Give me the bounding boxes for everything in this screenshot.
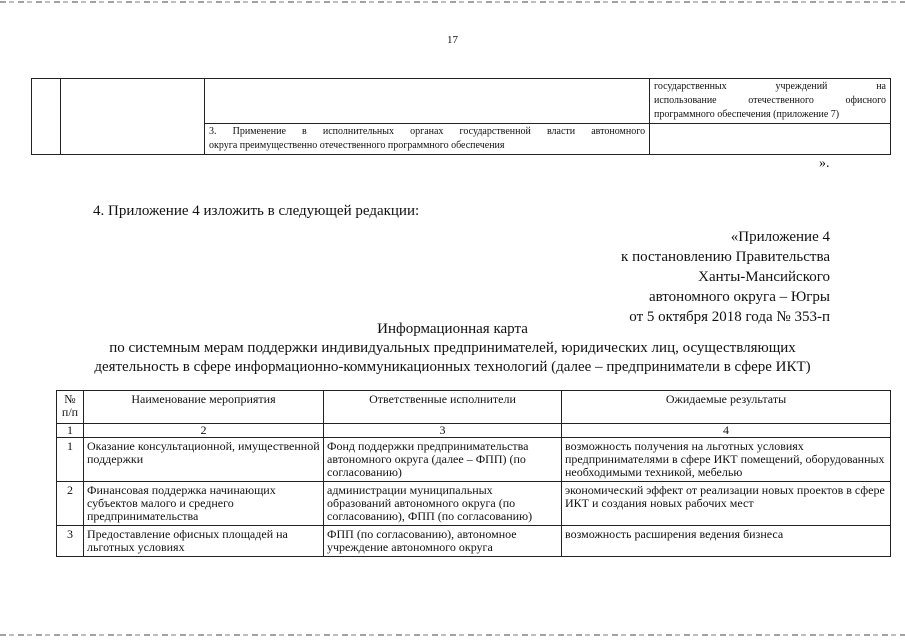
row-num: 2 [57, 482, 84, 526]
row-results: возможность расширения ведения бизнеса [562, 526, 891, 557]
appendix-header [510, 227, 830, 327]
results-word: офисного [845, 95, 887, 106]
measure-word: власти [546, 126, 576, 137]
item-4-paragraph: 4. Приложение 4 изложить в следующей редакции: [93, 203, 420, 219]
col-number: 3 [324, 424, 562, 438]
row-num: 3 [57, 526, 84, 557]
cont-cell-empty [205, 79, 650, 124]
results-word: использование [654, 95, 717, 106]
row-executors: администрации муниципальных образований автономного округа (по согласованию), ФПП (по согласованию) [324, 482, 562, 526]
scan-edge-top [0, 1, 905, 3]
results-word: на [876, 81, 886, 92]
appendix-line-5: от 5 октября 2018 года № 353-п [629, 309, 830, 325]
page-number: 17 [447, 34, 458, 46]
row-executors: Фонд поддержки предпринимательства автономного округа (далее – ФПП) (по согласованию) [324, 438, 562, 482]
results-word: учреждений [775, 81, 828, 92]
card-title-line-1: Информационная карта [377, 321, 528, 337]
measure-word: органах [410, 126, 444, 137]
cont-cell-results-empty [650, 124, 891, 155]
results-line-2 [654, 94, 886, 108]
measure-word: в [302, 126, 307, 137]
header-num: № п/п [57, 391, 84, 424]
measure-word: Применение [232, 126, 286, 137]
header-executors: Ответственные исполнители [324, 391, 562, 424]
row-results: экономический эффект от реализации новых проектов в сфере ИКТ и создания новых рабочих мест [562, 482, 891, 526]
card-title [0, 320, 905, 377]
appendix-line-2: к постановлению Правительства [621, 249, 830, 265]
appendix-line-3: Ханты-Мансийского [698, 269, 830, 285]
measure-line-1 [209, 125, 645, 139]
col-number: 2 [84, 424, 324, 438]
continuation-row-1 [32, 79, 891, 124]
scan-edge-bottom [0, 634, 905, 636]
results-line-1 [654, 80, 886, 94]
results-word: государственных [654, 81, 727, 92]
table-row [57, 526, 891, 557]
row-executors: ФПП (по согласованию), автономное учреждение автономного округа [324, 526, 562, 557]
closing-quote: ». [819, 156, 830, 171]
table-header-row [57, 391, 891, 424]
cont-cell-num [32, 79, 61, 155]
card-title-line-3: деятельность в сфере информационно-коммуникационных технологий (далее – предприниматели в сфере ИКТ) [94, 359, 811, 375]
col-number: 4 [562, 424, 891, 438]
table-row [57, 482, 891, 526]
cont-cell-name [61, 79, 205, 155]
table-row [57, 438, 891, 482]
header-results: Ожидаемые результаты [562, 391, 891, 424]
results-line-3: программного обеспечения (приложение 7) [654, 109, 840, 120]
card-title-line-2: по системным мерам поддержки индивидуальных предпринимателей, юридических лиц, осуществляющих [109, 340, 796, 356]
header-measure: Наименование мероприятия [84, 391, 324, 424]
measure-word: автономного [591, 126, 646, 137]
results-word: отечественного [748, 95, 814, 106]
row-num: 1 [57, 438, 84, 482]
row-measure: Оказание консультационной, имущественной поддержки [84, 438, 324, 482]
continuation-table [31, 78, 891, 155]
measure-word: исполнительных [322, 126, 394, 137]
measure-word: государственной [459, 126, 531, 137]
measure-word: 3. [209, 126, 217, 137]
cont-cell-results [650, 79, 891, 124]
row-measure: Финансовая поддержка начинающих субъектов малого и среднего предпринимательства [84, 482, 324, 526]
table-col-number-row [57, 424, 891, 438]
measure-line-2: округа преимущественно отечественного программного обеспечения [209, 140, 505, 151]
col-number: 1 [57, 424, 84, 438]
cont-cell-measure [205, 124, 650, 155]
appendix-line-1: «Приложение 4 [730, 229, 830, 245]
info-card-table [56, 390, 891, 557]
appendix-line-4: автономного округа – Югры [648, 289, 830, 305]
row-measure: Предоставление офисных площадей на льготных условиях [84, 526, 324, 557]
row-results: возможность получения на льготных условиях предпринимателями в сфере ИКТ помещений, оборудованных необходимыми техникой, мебелью [562, 438, 891, 482]
